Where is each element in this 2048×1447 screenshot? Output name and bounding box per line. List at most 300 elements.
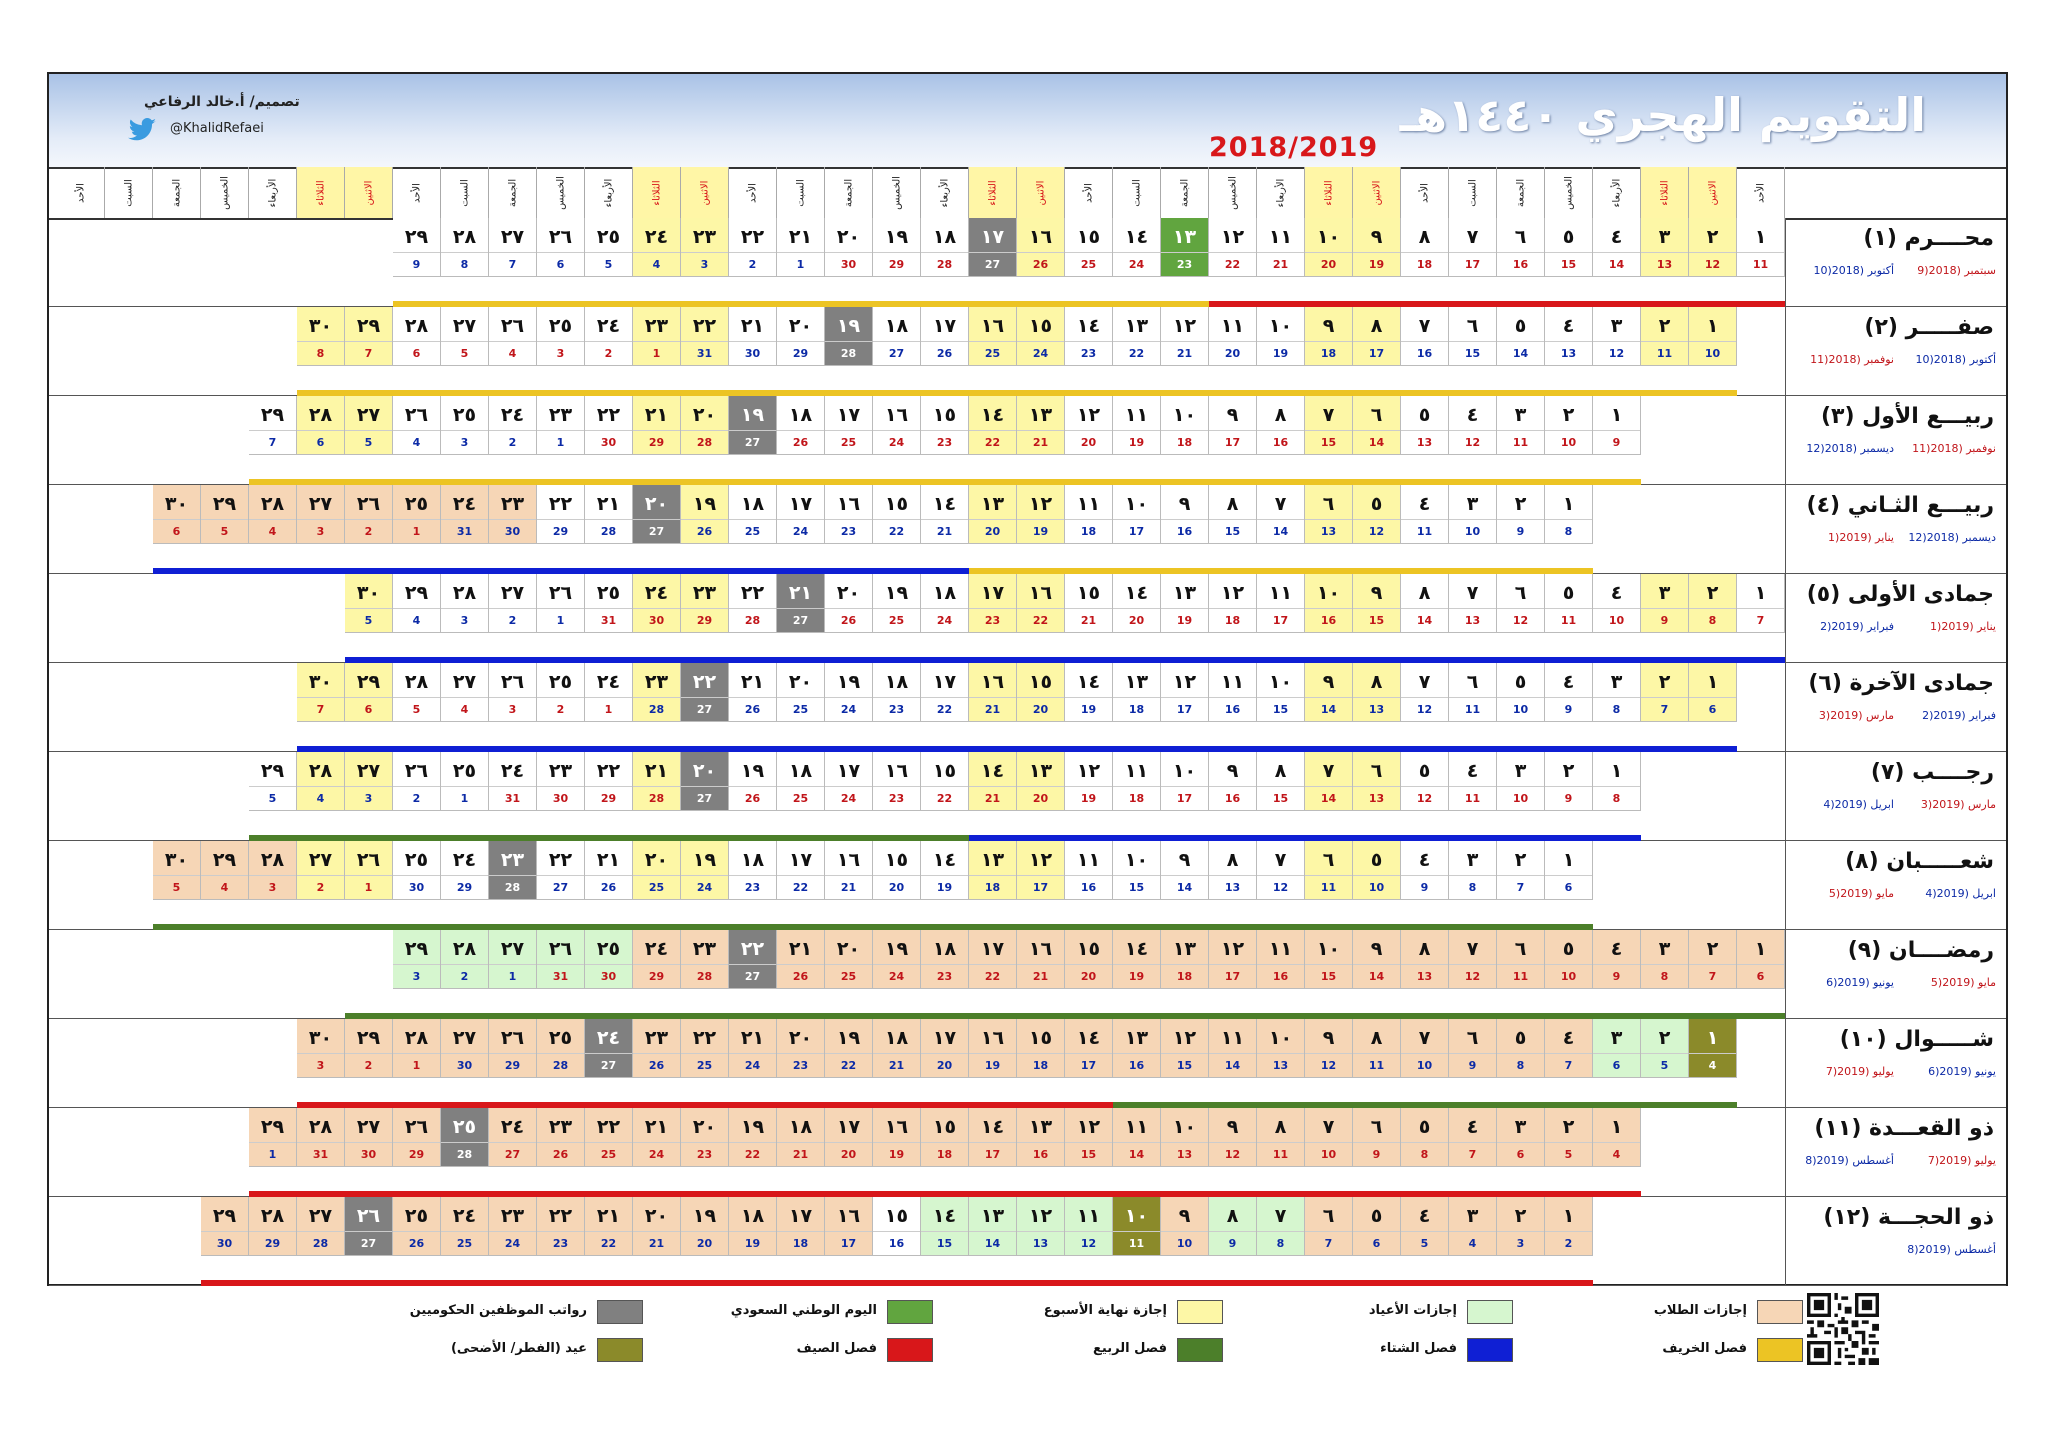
- day-cell[interactable]: [489, 1019, 537, 1078]
- day-cell[interactable]: [345, 574, 393, 633]
- day-cell[interactable]: [1353, 1197, 1401, 1256]
- day-cell[interactable]: [777, 485, 825, 544]
- day-cell[interactable]: [921, 1197, 969, 1256]
- day-cell[interactable]: [345, 485, 393, 544]
- day-cell[interactable]: [1161, 1019, 1209, 1078]
- day-cell[interactable]: [777, 752, 825, 811]
- day-cell[interactable]: [777, 1108, 825, 1167]
- day-cell[interactable]: [1017, 663, 1065, 722]
- day-cell[interactable]: [1305, 1108, 1353, 1167]
- day-cell[interactable]: [729, 663, 777, 722]
- day-cell[interactable]: [585, 218, 633, 277]
- day-cell[interactable]: [153, 485, 201, 544]
- day-cell[interactable]: [1209, 930, 1257, 989]
- day-cell[interactable]: [1353, 1108, 1401, 1167]
- day-cell[interactable]: [1305, 841, 1353, 900]
- day-cell[interactable]: [681, 1019, 729, 1078]
- day-cell[interactable]: [1401, 930, 1449, 989]
- day-cell[interactable]: [1689, 218, 1737, 277]
- day-cell[interactable]: [441, 752, 489, 811]
- day-cell[interactable]: [201, 485, 249, 544]
- day-cell[interactable]: [1161, 1197, 1209, 1256]
- day-cell[interactable]: [1449, 574, 1497, 633]
- day-cell[interactable]: [1257, 841, 1305, 900]
- day-cell[interactable]: [1161, 396, 1209, 455]
- day-cell[interactable]: [1401, 574, 1449, 633]
- day-cell[interactable]: [1017, 307, 1065, 366]
- day-cell[interactable]: [1449, 752, 1497, 811]
- day-cell[interactable]: [1113, 1019, 1161, 1078]
- day-cell[interactable]: [1353, 307, 1401, 366]
- day-cell[interactable]: [1017, 930, 1065, 989]
- day-cell[interactable]: [777, 663, 825, 722]
- day-cell[interactable]: [873, 841, 921, 900]
- day-cell[interactable]: [969, 574, 1017, 633]
- day-cell[interactable]: [873, 396, 921, 455]
- day-cell[interactable]: [537, 574, 585, 633]
- day-cell[interactable]: [825, 930, 873, 989]
- day-cell[interactable]: [1545, 930, 1593, 989]
- day-cell[interactable]: [825, 574, 873, 633]
- day-cell[interactable]: [681, 485, 729, 544]
- day-cell[interactable]: [1449, 1197, 1497, 1256]
- day-cell[interactable]: [441, 1108, 489, 1167]
- day-cell[interactable]: [1449, 1108, 1497, 1167]
- day-cell[interactable]: [1209, 218, 1257, 277]
- day-cell[interactable]: [537, 663, 585, 722]
- day-cell[interactable]: [1017, 485, 1065, 544]
- day-cell[interactable]: [729, 218, 777, 277]
- day-cell[interactable]: [1641, 663, 1689, 722]
- day-cell[interactable]: [1593, 663, 1641, 722]
- day-cell[interactable]: [681, 752, 729, 811]
- day-cell[interactable]: [729, 574, 777, 633]
- day-cell[interactable]: [1065, 307, 1113, 366]
- day-cell[interactable]: [1353, 396, 1401, 455]
- day-cell[interactable]: [1737, 218, 1785, 277]
- day-cell[interactable]: [393, 307, 441, 366]
- day-cell[interactable]: [537, 485, 585, 544]
- day-cell[interactable]: [585, 1108, 633, 1167]
- day-cell[interactable]: [1113, 574, 1161, 633]
- day-cell[interactable]: [345, 307, 393, 366]
- day-cell[interactable]: [1593, 752, 1641, 811]
- day-cell[interactable]: [393, 1019, 441, 1078]
- day-cell[interactable]: [729, 485, 777, 544]
- day-cell[interactable]: [777, 396, 825, 455]
- day-cell[interactable]: [1593, 574, 1641, 633]
- day-cell[interactable]: [633, 485, 681, 544]
- day-cell[interactable]: [1401, 1108, 1449, 1167]
- day-cell[interactable]: [969, 930, 1017, 989]
- day-cell[interactable]: [1305, 1019, 1353, 1078]
- day-cell[interactable]: [633, 663, 681, 722]
- day-cell[interactable]: [777, 218, 825, 277]
- day-cell[interactable]: [1545, 485, 1593, 544]
- day-cell[interactable]: [633, 1108, 681, 1167]
- day-cell[interactable]: [345, 1019, 393, 1078]
- day-cell[interactable]: [489, 396, 537, 455]
- day-cell[interactable]: [1593, 1108, 1641, 1167]
- day-cell[interactable]: [921, 663, 969, 722]
- day-cell[interactable]: [1353, 1019, 1401, 1078]
- day-cell[interactable]: [1161, 752, 1209, 811]
- day-cell[interactable]: [1209, 1108, 1257, 1167]
- day-cell[interactable]: [585, 930, 633, 989]
- day-cell[interactable]: [1257, 930, 1305, 989]
- day-cell[interactable]: [729, 1197, 777, 1256]
- day-cell[interactable]: [1497, 396, 1545, 455]
- day-cell[interactable]: [345, 1197, 393, 1256]
- day-cell[interactable]: [1257, 218, 1305, 277]
- day-cell[interactable]: [1209, 1197, 1257, 1256]
- day-cell[interactable]: [633, 930, 681, 989]
- day-cell[interactable]: [681, 218, 729, 277]
- day-cell[interactable]: [777, 841, 825, 900]
- day-cell[interactable]: [681, 841, 729, 900]
- day-cell[interactable]: [441, 307, 489, 366]
- day-cell[interactable]: [393, 396, 441, 455]
- day-cell[interactable]: [297, 485, 345, 544]
- day-cell[interactable]: [1353, 574, 1401, 633]
- day-cell[interactable]: [1113, 1108, 1161, 1167]
- day-cell[interactable]: [1353, 218, 1401, 277]
- day-cell[interactable]: [1113, 485, 1161, 544]
- day-cell[interactable]: [1545, 752, 1593, 811]
- day-cell[interactable]: [729, 307, 777, 366]
- day-cell[interactable]: [1449, 485, 1497, 544]
- day-cell[interactable]: [345, 396, 393, 455]
- day-cell[interactable]: [729, 752, 777, 811]
- day-cell[interactable]: [1593, 1019, 1641, 1078]
- day-cell[interactable]: [1689, 1019, 1737, 1078]
- day-cell[interactable]: [1113, 930, 1161, 989]
- day-cell[interactable]: [1305, 307, 1353, 366]
- day-cell[interactable]: [969, 1108, 1017, 1167]
- day-cell[interactable]: [1737, 574, 1785, 633]
- day-cell[interactable]: [1449, 1019, 1497, 1078]
- day-cell[interactable]: [873, 1108, 921, 1167]
- day-cell[interactable]: [1209, 574, 1257, 633]
- day-cell[interactable]: [777, 307, 825, 366]
- day-cell[interactable]: [441, 1197, 489, 1256]
- day-cell[interactable]: [1545, 396, 1593, 455]
- day-cell[interactable]: [297, 841, 345, 900]
- day-cell[interactable]: [1401, 663, 1449, 722]
- day-cell[interactable]: [1257, 752, 1305, 811]
- day-cell[interactable]: [1017, 841, 1065, 900]
- day-cell[interactable]: [1593, 307, 1641, 366]
- day-cell[interactable]: [345, 752, 393, 811]
- day-cell[interactable]: [1161, 1108, 1209, 1167]
- day-cell[interactable]: [1737, 930, 1785, 989]
- day-cell[interactable]: [681, 1108, 729, 1167]
- day-cell[interactable]: [1065, 396, 1113, 455]
- day-cell[interactable]: [585, 1197, 633, 1256]
- day-cell[interactable]: [969, 752, 1017, 811]
- day-cell[interactable]: [1161, 307, 1209, 366]
- day-cell[interactable]: [1353, 485, 1401, 544]
- day-cell[interactable]: [297, 663, 345, 722]
- day-cell[interactable]: [921, 1108, 969, 1167]
- day-cell[interactable]: [1449, 218, 1497, 277]
- day-cell[interactable]: [969, 218, 1017, 277]
- day-cell[interactable]: [633, 574, 681, 633]
- day-cell[interactable]: [921, 841, 969, 900]
- day-cell[interactable]: [921, 574, 969, 633]
- day-cell[interactable]: [585, 841, 633, 900]
- day-cell[interactable]: [1305, 663, 1353, 722]
- day-cell[interactable]: [345, 841, 393, 900]
- day-cell[interactable]: [393, 752, 441, 811]
- day-cell[interactable]: [1401, 752, 1449, 811]
- day-cell[interactable]: [1353, 930, 1401, 989]
- day-cell[interactable]: [1545, 1197, 1593, 1256]
- day-cell[interactable]: [825, 663, 873, 722]
- day-cell[interactable]: [969, 485, 1017, 544]
- day-cell[interactable]: [1689, 663, 1737, 722]
- day-cell[interactable]: [681, 574, 729, 633]
- day-cell[interactable]: [921, 485, 969, 544]
- day-cell[interactable]: [393, 218, 441, 277]
- day-cell[interactable]: [393, 574, 441, 633]
- day-cell[interactable]: [873, 930, 921, 989]
- day-cell[interactable]: [1497, 1108, 1545, 1167]
- day-cell[interactable]: [297, 752, 345, 811]
- day-cell[interactable]: [489, 307, 537, 366]
- day-cell[interactable]: [1497, 574, 1545, 633]
- day-cell[interactable]: [633, 752, 681, 811]
- day-cell[interactable]: [1065, 930, 1113, 989]
- day-cell[interactable]: [1113, 396, 1161, 455]
- day-cell[interactable]: [633, 218, 681, 277]
- day-cell[interactable]: [1545, 1019, 1593, 1078]
- day-cell[interactable]: [1305, 752, 1353, 811]
- day-cell[interactable]: [1257, 1197, 1305, 1256]
- day-cell[interactable]: [1497, 930, 1545, 989]
- day-cell[interactable]: [681, 930, 729, 989]
- day-cell[interactable]: [1161, 218, 1209, 277]
- day-cell[interactable]: [921, 218, 969, 277]
- day-cell[interactable]: [681, 396, 729, 455]
- day-cell[interactable]: [1065, 752, 1113, 811]
- day-cell[interactable]: [777, 1019, 825, 1078]
- day-cell[interactable]: [585, 1019, 633, 1078]
- day-cell[interactable]: [1689, 930, 1737, 989]
- day-cell[interactable]: [873, 485, 921, 544]
- day-cell[interactable]: [1017, 752, 1065, 811]
- day-cell[interactable]: [1065, 1197, 1113, 1256]
- day-cell[interactable]: [1449, 841, 1497, 900]
- day-cell[interactable]: [1545, 574, 1593, 633]
- day-cell[interactable]: [1065, 485, 1113, 544]
- day-cell[interactable]: [489, 663, 537, 722]
- day-cell[interactable]: [633, 1019, 681, 1078]
- day-cell[interactable]: [1209, 396, 1257, 455]
- day-cell[interactable]: [1497, 663, 1545, 722]
- day-cell[interactable]: [681, 663, 729, 722]
- day-cell[interactable]: [1209, 663, 1257, 722]
- day-cell[interactable]: [1161, 841, 1209, 900]
- day-cell[interactable]: [489, 574, 537, 633]
- day-cell[interactable]: [1257, 1108, 1305, 1167]
- day-cell[interactable]: [825, 396, 873, 455]
- day-cell[interactable]: [1497, 752, 1545, 811]
- day-cell[interactable]: [1545, 663, 1593, 722]
- day-cell[interactable]: [1209, 1019, 1257, 1078]
- day-cell[interactable]: [1065, 841, 1113, 900]
- day-cell[interactable]: [633, 396, 681, 455]
- day-cell[interactable]: [633, 307, 681, 366]
- day-cell[interactable]: [1113, 1197, 1161, 1256]
- day-cell[interactable]: [1065, 663, 1113, 722]
- day-cell[interactable]: [1161, 930, 1209, 989]
- day-cell[interactable]: [1545, 841, 1593, 900]
- day-cell[interactable]: [201, 1197, 249, 1256]
- day-cell[interactable]: [345, 663, 393, 722]
- day-cell[interactable]: [585, 307, 633, 366]
- day-cell[interactable]: [873, 218, 921, 277]
- day-cell[interactable]: [585, 396, 633, 455]
- day-cell[interactable]: [1401, 841, 1449, 900]
- day-cell[interactable]: [297, 396, 345, 455]
- day-cell[interactable]: [393, 1197, 441, 1256]
- day-cell[interactable]: [393, 1108, 441, 1167]
- day-cell[interactable]: [1257, 307, 1305, 366]
- day-cell[interactable]: [489, 1197, 537, 1256]
- day-cell[interactable]: [1209, 485, 1257, 544]
- day-cell[interactable]: [729, 1108, 777, 1167]
- day-cell[interactable]: [1497, 307, 1545, 366]
- day-cell[interactable]: [873, 663, 921, 722]
- day-cell[interactable]: [489, 930, 537, 989]
- day-cell[interactable]: [969, 396, 1017, 455]
- day-cell[interactable]: [393, 485, 441, 544]
- day-cell[interactable]: [1689, 307, 1737, 366]
- day-cell[interactable]: [921, 752, 969, 811]
- day-cell[interactable]: [1449, 307, 1497, 366]
- day-cell[interactable]: [1641, 1019, 1689, 1078]
- day-cell[interactable]: [921, 930, 969, 989]
- day-cell[interactable]: [585, 663, 633, 722]
- day-cell[interactable]: [537, 1108, 585, 1167]
- day-cell[interactable]: [1401, 1019, 1449, 1078]
- day-cell[interactable]: [585, 752, 633, 811]
- day-cell[interactable]: [537, 752, 585, 811]
- day-cell[interactable]: [393, 663, 441, 722]
- day-cell[interactable]: [921, 396, 969, 455]
- day-cell[interactable]: [1113, 307, 1161, 366]
- day-cell[interactable]: [969, 841, 1017, 900]
- day-cell[interactable]: [489, 752, 537, 811]
- day-cell[interactable]: [825, 218, 873, 277]
- day-cell[interactable]: [633, 1197, 681, 1256]
- day-cell[interactable]: [1689, 574, 1737, 633]
- day-cell[interactable]: [1257, 1019, 1305, 1078]
- day-cell[interactable]: [537, 930, 585, 989]
- day-cell[interactable]: [1497, 1197, 1545, 1256]
- day-cell[interactable]: [777, 1197, 825, 1256]
- day-cell[interactable]: [825, 841, 873, 900]
- day-cell[interactable]: [1545, 1108, 1593, 1167]
- day-cell[interactable]: [969, 1019, 1017, 1078]
- day-cell[interactable]: [1257, 663, 1305, 722]
- day-cell[interactable]: [825, 307, 873, 366]
- day-cell[interactable]: [1641, 307, 1689, 366]
- day-cell[interactable]: [1065, 1019, 1113, 1078]
- day-cell[interactable]: [1353, 841, 1401, 900]
- day-cell[interactable]: [825, 1019, 873, 1078]
- day-cell[interactable]: [969, 1197, 1017, 1256]
- day-cell[interactable]: [825, 752, 873, 811]
- day-cell[interactable]: [537, 218, 585, 277]
- day-cell[interactable]: [1497, 218, 1545, 277]
- day-cell[interactable]: [249, 396, 297, 455]
- day-cell[interactable]: [873, 307, 921, 366]
- day-cell[interactable]: [1257, 485, 1305, 544]
- day-cell[interactable]: [1641, 574, 1689, 633]
- day-cell[interactable]: [1401, 485, 1449, 544]
- day-cell[interactable]: [1017, 1019, 1065, 1078]
- day-cell[interactable]: [873, 574, 921, 633]
- day-cell[interactable]: [1209, 307, 1257, 366]
- day-cell[interactable]: [1017, 1108, 1065, 1167]
- day-cell[interactable]: [1161, 663, 1209, 722]
- day-cell[interactable]: [969, 663, 1017, 722]
- day-cell[interactable]: [1641, 930, 1689, 989]
- day-cell[interactable]: [1401, 307, 1449, 366]
- day-cell[interactable]: [1065, 218, 1113, 277]
- day-cell[interactable]: [441, 930, 489, 989]
- day-cell[interactable]: [777, 930, 825, 989]
- day-cell[interactable]: [1017, 218, 1065, 277]
- day-cell[interactable]: [1065, 1108, 1113, 1167]
- day-cell[interactable]: [921, 307, 969, 366]
- day-cell[interactable]: [1497, 485, 1545, 544]
- day-cell[interactable]: [873, 1019, 921, 1078]
- day-cell[interactable]: [1449, 930, 1497, 989]
- day-cell[interactable]: [1449, 663, 1497, 722]
- day-cell[interactable]: [1593, 930, 1641, 989]
- day-cell[interactable]: [1545, 218, 1593, 277]
- day-cell[interactable]: [825, 485, 873, 544]
- day-cell[interactable]: [1113, 218, 1161, 277]
- day-cell[interactable]: [1545, 307, 1593, 366]
- day-cell[interactable]: [537, 1197, 585, 1256]
- day-cell[interactable]: [201, 841, 249, 900]
- day-cell[interactable]: [1209, 752, 1257, 811]
- day-cell[interactable]: [729, 1019, 777, 1078]
- day-cell[interactable]: [729, 396, 777, 455]
- day-cell[interactable]: [825, 1108, 873, 1167]
- day-cell[interactable]: [441, 663, 489, 722]
- day-cell[interactable]: [489, 485, 537, 544]
- day-cell[interactable]: [1017, 574, 1065, 633]
- day-cell[interactable]: [681, 307, 729, 366]
- day-cell[interactable]: [297, 1108, 345, 1167]
- day-cell[interactable]: [1497, 841, 1545, 900]
- day-cell[interactable]: [537, 841, 585, 900]
- day-cell[interactable]: [585, 485, 633, 544]
- day-cell[interactable]: [249, 841, 297, 900]
- day-cell[interactable]: [1353, 663, 1401, 722]
- day-cell[interactable]: [1113, 663, 1161, 722]
- day-cell[interactable]: [1113, 841, 1161, 900]
- day-cell[interactable]: [537, 1019, 585, 1078]
- day-cell[interactable]: [1305, 485, 1353, 544]
- day-cell[interactable]: [1401, 218, 1449, 277]
- day-cell[interactable]: [1593, 396, 1641, 455]
